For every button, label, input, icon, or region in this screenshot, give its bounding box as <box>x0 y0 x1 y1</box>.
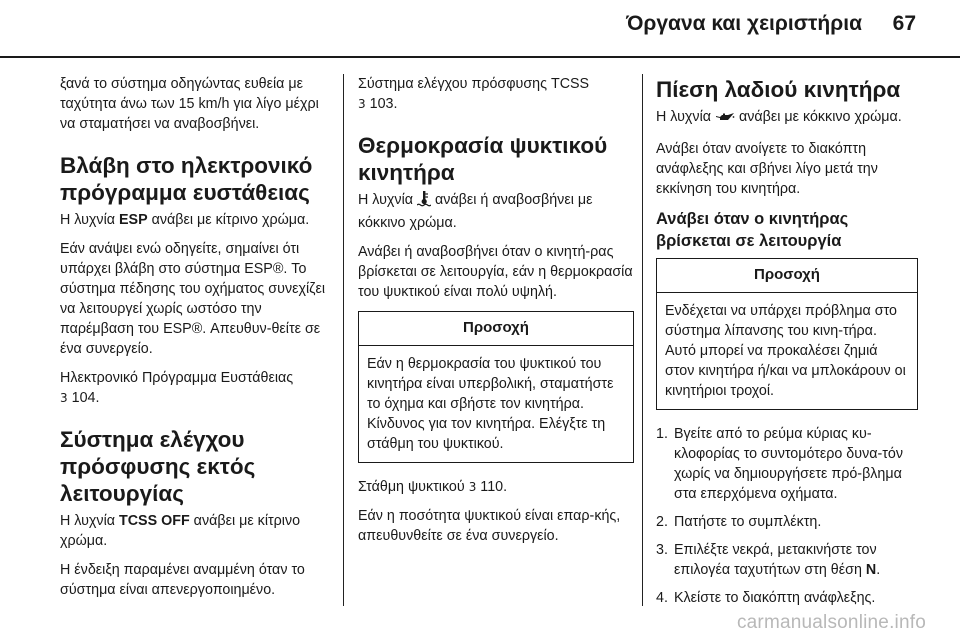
esp-reference: Ηλεκτρονικό Πρόγραμμα Ευστάθειας 3 104. <box>60 370 294 406</box>
tcss-off-heading: Σύστημα ελέγχου πρόσφυσης εκτός λειτουργίας <box>60 427 256 506</box>
coolant-lamp-paragraph: Η λυχνία ανάβει ή αναβοσβήνει με κόκκινο χρώμα. <box>358 192 593 231</box>
engine-running-subheading: Ανάβει όταν ο κινητήρας βρίσκεται σε λειτουργία <box>656 210 849 250</box>
column-2 <box>358 74 634 555</box>
cross-reference-arrow-icon: 3 <box>358 97 366 111</box>
cross-reference-arrow-icon: 3 <box>60 391 68 405</box>
warning-text: Εάν η θερμοκρασία του ψυκτικού του κινητήρα είναι υπερβολική, σταματήστε το όχημα και σβήστε τον κινητήρα. Κίνδυνος για τον κινητήρα. Ελέγξτε τη στάθμη του ψυκτικού. <box>367 356 614 452</box>
warning-title: Προσοχή <box>359 312 633 346</box>
oil-steps-list <box>656 424 918 608</box>
neutral-gear-label: N <box>865 562 877 578</box>
coolant-temp-heading: Θερμοκρασία ψυκτικού κινητήρα <box>358 133 608 185</box>
esp-page-link[interactable]: 104. <box>67 390 100 406</box>
warning-title: Προσοχή <box>657 259 917 293</box>
oil-can-icon <box>715 110 735 130</box>
oil-warning-box <box>656 258 918 410</box>
coolant-warning-box <box>358 311 634 463</box>
tcss-off-label: TCSS OFF <box>119 513 190 529</box>
list-item: 1. Βγείτε από το ρεύμα κύριας κυ-κλοφορίας το συντομότερο δυνα-τόν χωρίς να δημιουργήσετε πρό-βλημα στα επερχόμενα οχήματα. <box>656 426 904 502</box>
esp-lamp-paragraph: Η λυχνία ESP ανάβει με κίτρινο χρώμα. <box>60 212 310 228</box>
cross-reference-arrow-icon: 3 <box>468 480 477 494</box>
tcss-lamp-paragraph: Η λυχνία TCSS OFF ανάβει με κίτρινο χρώμα. <box>60 513 301 549</box>
esp-label: ESP <box>119 212 148 228</box>
tcss-description: Η ένδειξη παραμένει αναμμένη όταν το σύστημα είναι απενεργοποιημένο. <box>60 562 305 598</box>
list-item: 3. Επιλέξτε νεκρά, μετακινήστε τον επιλογέα ταχυτήτων στη θέση N. <box>656 542 881 578</box>
oil-pressure-heading: Πίεση λαδιού κινητήρα <box>656 77 901 102</box>
oil-lamp-paragraph: Η λυχνία ανάβει με κόκκινο χρώμα. <box>656 107 918 130</box>
coolant-temperature-icon <box>417 191 431 213</box>
intro-paragraph: ξανά το σύστημα οδηγώντας ευθεία με ταχύτητα άνω των 15 km/h για λίγο μέχρι να σταματήσει να αναβοσβήνει. <box>60 76 319 132</box>
list-item: 4. Κλείστε το διακόπτη ανάφλεξης. <box>656 590 876 606</box>
page-number: 67 <box>892 12 916 35</box>
header-divider <box>0 56 960 58</box>
esp-fault-heading: Βλάβη στο ηλεκτρονικό πρόγραμμα ευστάθειας <box>60 153 313 205</box>
coolant-page-link[interactable]: 110. <box>476 479 508 495</box>
oil-description: Ανάβει όταν ανοίγετε το διακόπτη ανάφλεξης και σβήνει λίγο μετά την εκκίνηση του κινητήρα. <box>656 141 878 197</box>
column-1 <box>60 74 332 609</box>
list-item: 2. Πατήστε το συμπλέκτη. <box>656 514 822 530</box>
coolant-description: Ανάβει ή αναβοσβήνει όταν ο κινητή-ρας βρίσκεται σε λειτουργία, εάν η θερμοκρασία του ψυκτικού είναι πολύ υψηλή. <box>358 244 633 300</box>
coolant-level-reference: Στάθμη ψυκτικού 3 110. <box>358 479 508 495</box>
esp-description: Εάν ανάψει ενώ οδηγείτε, σημαίνει ότι υπάρχει βλάβη στο σύστημα ESP®. Το σύστημα πέδησης του οχήματος συνεχίζει να λειτουργεί χωρίς ωστόσο την παρέμβαση του ESP®. Απευθυν-θείτε σε ένα συνεργείο. <box>60 241 325 357</box>
page-header <box>0 0 960 58</box>
warning-text: Ενδέχεται να υπάρχει πρόβλημα στο σύστημα λίπανσης του κινη-τήρα. Αυτό μπορεί να προκαλέσει ζημιά στον κινητήρα ή/και να μπλοκάρουν οι κινητήριοι τροχοί. <box>665 303 906 399</box>
column-divider-2 <box>642 74 643 606</box>
tcss-reference: Σύστημα ελέγχου πρόσφυσης TCSS 3 103. <box>358 76 590 112</box>
section-title: Όργανα και χειριστήρια <box>626 12 862 35</box>
tcss-page-link[interactable]: 103. <box>365 96 398 112</box>
column-3 <box>656 74 918 616</box>
column-divider-1 <box>343 74 344 606</box>
watermark: carmanualsonline.info <box>736 612 926 633</box>
coolant-advice: Εάν η ποσότητα ψυκτικού είναι επαρ-κής, απευθυνθείτε σε ένα συνεργείο. <box>358 508 621 544</box>
